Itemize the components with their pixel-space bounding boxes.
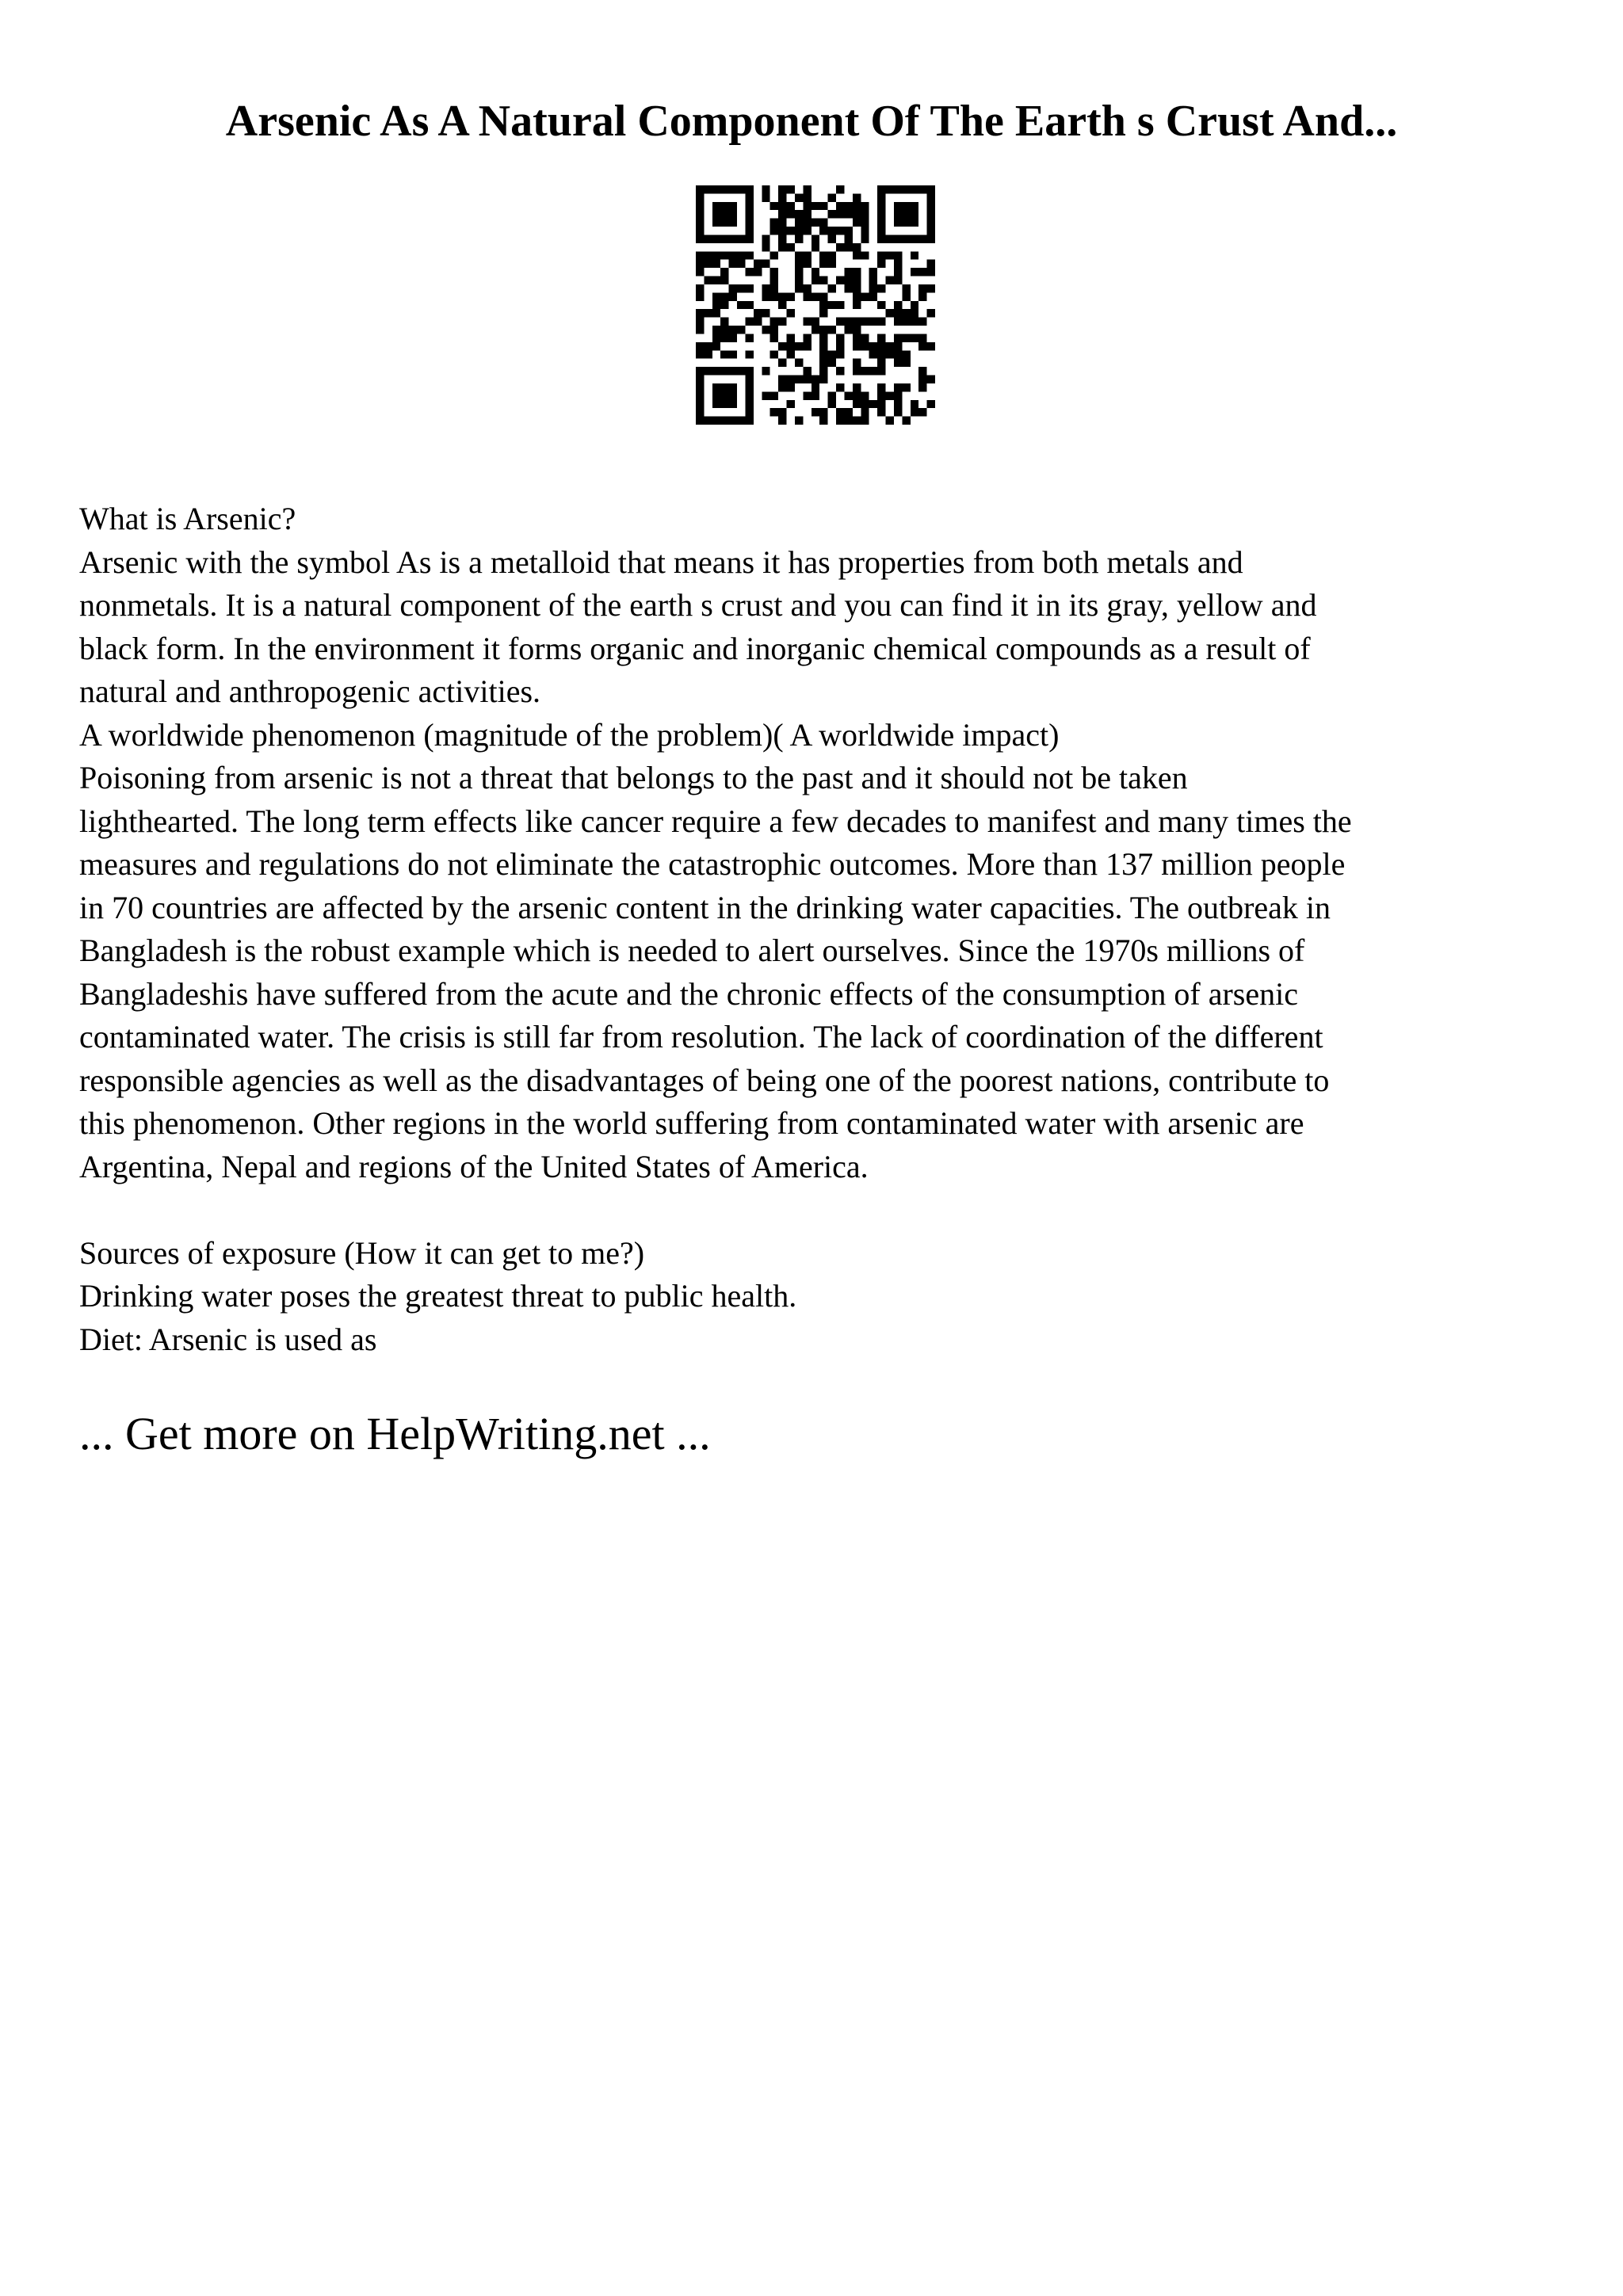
paragraph-line: this phenomenon. Other regions in the world suffering from contaminated water with arsenic are [79, 1105, 1304, 1141]
body-section-intro [79, 498, 1585, 1188]
paragraph-line: in 70 countries are affected by the arsenic content in the drinking water capacities. The outbreak in [79, 889, 1331, 925]
paragraph-line: Bangladesh is the robust example which is needed to alert ourselves. Since the 1970s millions of [79, 933, 1305, 968]
body-section-sources [79, 1232, 1585, 1362]
paragraph-line: Drinking water poses the greatest threat to public health. [79, 1278, 797, 1314]
paragraph-line: Arsenic with the symbol As is a metalloid that means it has properties from both metals and [79, 543, 1243, 580]
paragraph-line: Poisoning from arsenic is not a threat that belongs to the past and it should not be taken [79, 760, 1188, 795]
paragraph-line: nonmetals. It is a natural component of the earth s crust and you can find it in its gray, yellow and [79, 587, 1317, 623]
paragraph-line: Bangladeshis have suffered from the acute and the chronic effects of the consumption of arsenic [79, 975, 1298, 1012]
paragraph-line: lighthearted. The long term effects like cancer require a few decades to manifest and many times the [79, 803, 1352, 839]
section-heading: Sources of exposure (How it can get to me?) [79, 1234, 645, 1271]
section-heading: A worldwide phenomenon (magnitude of the problem)( A worldwide impact) [79, 716, 1060, 753]
paragraph-line: measures and regulations do not eliminate the catastrophic outcomes. More than 137 million people [79, 846, 1346, 882]
paragraph-line: black form. In the environment it forms organic and inorganic chemical compounds as a result of [79, 630, 1311, 666]
paragraph-line: contaminated water. The crisis is still far from resolution. The lack of coordination of the different [79, 1019, 1323, 1055]
section-heading: What is Arsenic? [79, 501, 296, 536]
qr-code-icon [696, 185, 935, 425]
document-title: Arsenic As A Natural Component Of The Earth s Crust And... [225, 97, 1398, 146]
get-more-link[interactable]: ... Get more on HelpWriting.net ... [79, 1408, 711, 1459]
paragraph-gap [79, 1188, 1585, 1232]
paragraph-line: Diet: Arsenic is used as [79, 1321, 377, 1357]
paragraph-line: responsible agencies as well as the disadvantages of being one of the poorest nations, contribute to [79, 1062, 1330, 1098]
paragraph-line: natural and anthropogenic activities. [79, 673, 541, 709]
paragraph-line: Argentina, Nepal and regions of the United States of America. [79, 1148, 869, 1184]
document-body [79, 498, 1585, 1361]
